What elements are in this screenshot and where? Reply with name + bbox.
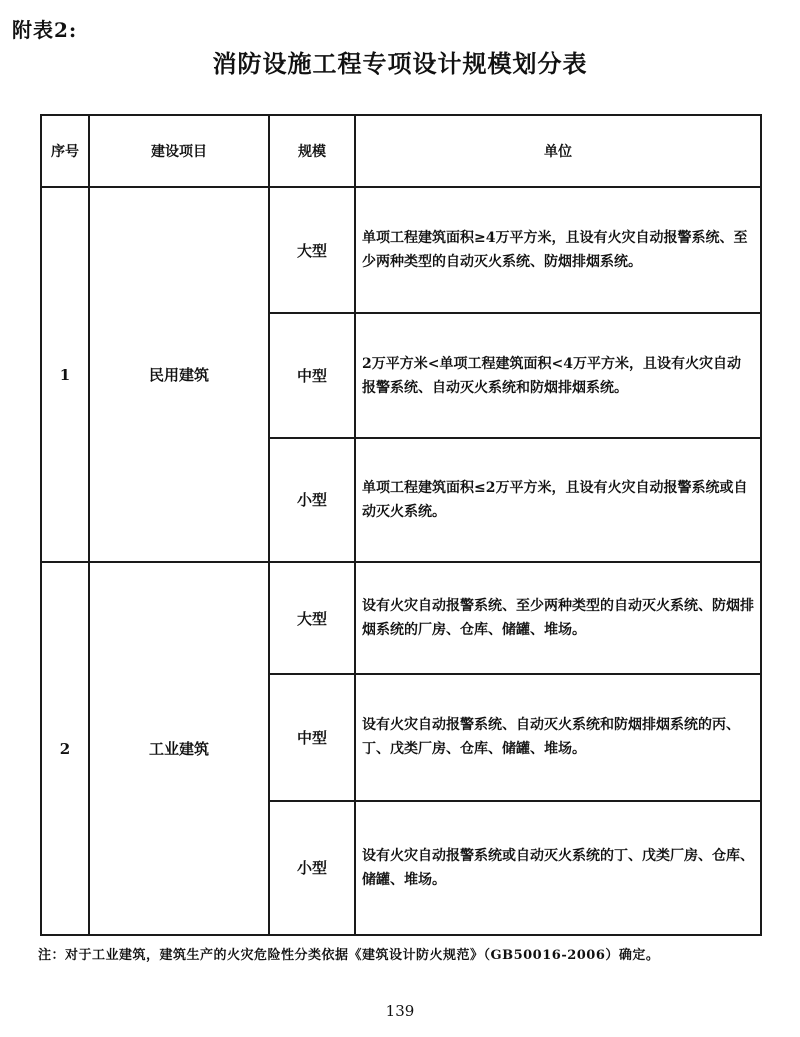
header-index: 序号 [41, 115, 89, 187]
table-row [41, 562, 761, 674]
row-index: 2 [41, 562, 89, 935]
row-project: 工业建筑 [89, 562, 269, 935]
page-title: 消防设施工程专项设计规模划分表 [212, 50, 588, 78]
row-scale: 小型 [269, 801, 355, 935]
page-number: 139 [385, 1002, 415, 1020]
header-project: 建设项目 [89, 115, 269, 187]
row-index: 1 [41, 187, 89, 562]
row-scale: 中型 [269, 674, 355, 800]
header-scale: 规模 [269, 115, 355, 187]
row-description: 单项工程建筑面积≥4万平方米，且设有火灾自动报警系统、至少两种类型的自动灭火系统、防烟排烟系统。 [355, 187, 761, 313]
row-scale: 大型 [269, 187, 355, 313]
footnote: 注：对于工业建筑，建筑生产的火灾危险性分类依据《建筑设计防火规范》（GB50016-2006）确定。 [38, 948, 660, 963]
row-project: 民用建筑 [89, 187, 269, 562]
row-scale: 中型 [269, 313, 355, 437]
row-scale: 小型 [269, 438, 355, 562]
appendix-label: 附表2: [12, 18, 78, 42]
header-unit: 单位 [355, 115, 761, 187]
table-header-row [41, 115, 761, 187]
row-description: 设有火灾自动报警系统、自动灭火系统和防烟排烟系统的丙、丁、戊类厂房、仓库、储罐、堆场。 [355, 674, 761, 800]
row-description: 设有火灾自动报警系统、至少两种类型的自动灭火系统、防烟排烟系统的厂房、仓库、储罐、堆场。 [355, 562, 761, 674]
row-description: 单项工程建筑面积≤2万平方米，且设有火灾自动报警系统或自动灭火系统。 [355, 438, 761, 562]
row-description: 设有火灾自动报警系统或自动灭火系统的丁、戊类厂房、仓库、储罐、堆场。 [355, 801, 761, 935]
row-scale: 大型 [269, 562, 355, 674]
scale-classification-table [40, 114, 762, 936]
table-row [41, 187, 761, 313]
row-description: 2万平方米<单项工程建筑面积<4万平方米，且设有火灾自动报警系统、自动灭火系统和防烟排烟系统。 [355, 313, 761, 437]
